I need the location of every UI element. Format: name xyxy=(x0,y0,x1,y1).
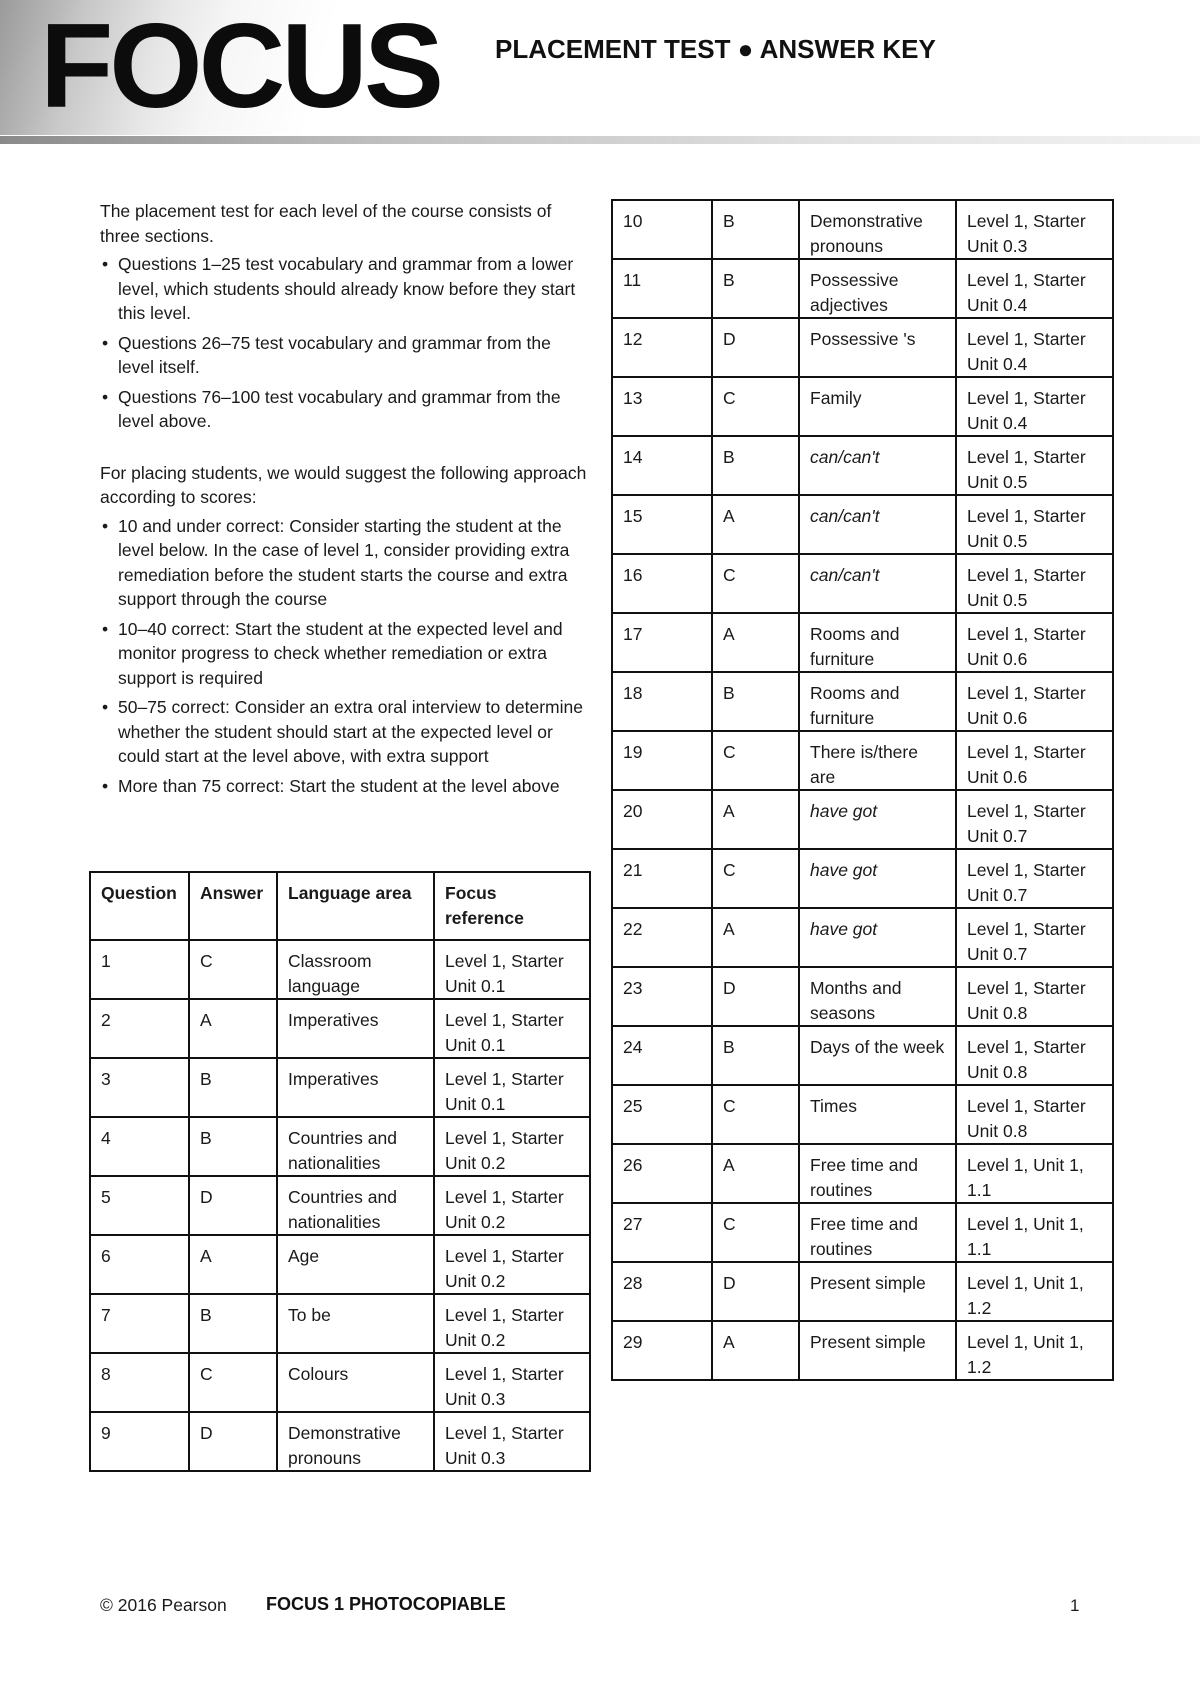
intro-paragraph-2: For placing students, we would suggest the following approach according to scores: xyxy=(100,462,587,507)
score-guidance-list xyxy=(100,514,590,799)
photocopiable-label: FOCUS 1 PHOTOCOPIABLE xyxy=(266,1594,506,1614)
table-row xyxy=(612,495,1113,554)
focus-reference-cell: Level 1, Starter Unit 0.4 xyxy=(956,377,1113,436)
focus-reference-cell: Level 1, Starter Unit 0.8 xyxy=(956,1026,1113,1085)
intro-section xyxy=(100,199,590,803)
table-row xyxy=(612,731,1113,790)
answer-cell: C xyxy=(712,554,799,613)
list-item: • 10–40 correct: Start the student at the expected level and monitor progress to check whether remediation or extra support is required xyxy=(100,617,590,691)
focus-reference-cell: Level 1, Starter Unit 0.3 xyxy=(956,200,1113,259)
language-area-cell: Possessive adjectives xyxy=(799,259,956,318)
focus-reference-cell: Level 1, Starter Unit 0.7 xyxy=(956,790,1113,849)
language-area-cell: Colours xyxy=(277,1353,434,1412)
language-area-cell: can/can't xyxy=(799,554,956,613)
language-area-cell: Possessive 's xyxy=(799,318,956,377)
question-cell: 11 xyxy=(612,259,712,318)
focus-reference-cell: Level 1, Unit 1, 1.1 xyxy=(956,1144,1113,1203)
list-item: • Questions 1–25 test vocabulary and grammar from a lower level, which students should already know before they start this level. xyxy=(100,252,590,326)
question-cell: 17 xyxy=(612,613,712,672)
answer-cell: C xyxy=(712,731,799,790)
list-item: • 10 and under correct: Consider starting the student at the level below. In the case of level 1, consider providing extra remediation before the student starts the course and extra support through the course xyxy=(100,514,590,612)
language-area-cell: have got xyxy=(799,908,956,967)
answer-cell: A xyxy=(712,613,799,672)
focus-logo: FOCUS xyxy=(40,0,440,133)
focus-reference-cell: Level 1, Starter Unit 0.6 xyxy=(956,672,1113,731)
question-cell: 27 xyxy=(612,1203,712,1262)
table-row xyxy=(612,672,1113,731)
table-row xyxy=(90,1117,590,1176)
answer-cell: D xyxy=(712,318,799,377)
focus-reference-cell: Level 1, Starter Unit 0.2 xyxy=(434,1117,590,1176)
question-cell: 5 xyxy=(90,1176,189,1235)
answer-cell: A xyxy=(189,999,277,1058)
language-area-cell: can/can't xyxy=(799,495,956,554)
question-cell: 14 xyxy=(612,436,712,495)
question-cell: 19 xyxy=(612,731,712,790)
table-body xyxy=(90,940,590,1471)
table-row xyxy=(612,613,1113,672)
focus-reference-cell: Level 1, Starter Unit 0.2 xyxy=(434,1294,590,1353)
table-row xyxy=(612,1262,1113,1321)
language-area-cell: Days of the week xyxy=(799,1026,956,1085)
table-row xyxy=(90,1412,590,1471)
column-header: Language area xyxy=(277,872,434,940)
language-area-cell: have got xyxy=(799,790,956,849)
focus-reference-cell: Level 1, Starter Unit 0.1 xyxy=(434,999,590,1058)
question-cell: 3 xyxy=(90,1058,189,1117)
table-row xyxy=(612,554,1113,613)
answer-cell: A xyxy=(712,1321,799,1380)
question-cell: 20 xyxy=(612,790,712,849)
table-row xyxy=(612,318,1113,377)
table-row xyxy=(90,1294,590,1353)
table-row xyxy=(90,1235,590,1294)
table-row xyxy=(612,377,1113,436)
header-divider xyxy=(0,136,1200,144)
language-area-cell: Months and seasons xyxy=(799,967,956,1026)
answer-cell: D xyxy=(189,1176,277,1235)
table-row xyxy=(90,1353,590,1412)
question-cell: 21 xyxy=(612,849,712,908)
focus-reference-cell: Level 1, Starter Unit 0.1 xyxy=(434,940,590,999)
column-header: Focus reference xyxy=(434,872,590,940)
answer-cell: C xyxy=(712,1085,799,1144)
question-cell: 28 xyxy=(612,1262,712,1321)
answer-cell: A xyxy=(712,1144,799,1203)
answer-cell: A xyxy=(712,908,799,967)
list-item: • Questions 76–100 test vocabulary and grammar from the level above. xyxy=(100,385,590,434)
question-cell: 9 xyxy=(90,1412,189,1471)
question-cell: 1 xyxy=(90,940,189,999)
language-area-cell: Age xyxy=(277,1235,434,1294)
language-area-cell: can/can't xyxy=(799,436,956,495)
table-row xyxy=(612,1203,1113,1262)
answer-cell: C xyxy=(712,377,799,436)
question-cell: 15 xyxy=(612,495,712,554)
question-cell: 29 xyxy=(612,1321,712,1380)
answer-cell: A xyxy=(189,1235,277,1294)
table-row xyxy=(612,436,1113,495)
language-area-cell: Present simple xyxy=(799,1321,956,1380)
focus-reference-cell: Level 1, Starter Unit 0.6 xyxy=(956,613,1113,672)
focus-reference-cell: Level 1, Starter Unit 0.2 xyxy=(434,1176,590,1235)
focus-reference-cell: Level 1, Unit 1, 1.1 xyxy=(956,1203,1113,1262)
question-cell: 10 xyxy=(612,200,712,259)
language-area-cell: Countries and nationalities xyxy=(277,1117,434,1176)
answer-cell: A xyxy=(712,495,799,554)
page-header xyxy=(0,0,1200,146)
question-cell: 16 xyxy=(612,554,712,613)
question-cell: 22 xyxy=(612,908,712,967)
answer-cell: D xyxy=(189,1412,277,1471)
table-row xyxy=(612,849,1113,908)
language-area-cell: Rooms and furniture xyxy=(799,672,956,731)
table-row xyxy=(90,940,590,999)
answer-cell: B xyxy=(712,436,799,495)
answer-cell: B xyxy=(712,672,799,731)
answer-cell: D xyxy=(712,1262,799,1321)
answer-cell: C xyxy=(712,1203,799,1262)
answer-cell: C xyxy=(189,940,277,999)
answer-cell: C xyxy=(712,849,799,908)
language-area-cell: Classroom language xyxy=(277,940,434,999)
table-row xyxy=(90,999,590,1058)
table-row xyxy=(612,259,1113,318)
page-number: 1 xyxy=(1070,1596,1080,1615)
table-row xyxy=(612,1321,1113,1380)
language-area-cell: Imperatives xyxy=(277,1058,434,1117)
focus-reference-cell: Level 1, Starter Unit 0.1 xyxy=(434,1058,590,1117)
table-row xyxy=(612,908,1113,967)
sections-list xyxy=(100,252,590,434)
language-area-cell: Present simple xyxy=(799,1262,956,1321)
list-item: • More than 75 correct: Start the student at the level above xyxy=(100,774,590,799)
question-cell: 23 xyxy=(612,967,712,1026)
question-cell: 2 xyxy=(90,999,189,1058)
question-cell: 18 xyxy=(612,672,712,731)
focus-reference-cell: Level 1, Starter Unit 0.4 xyxy=(956,318,1113,377)
table-header-row xyxy=(90,872,590,940)
focus-reference-cell: Level 1, Starter Unit 0.4 xyxy=(956,259,1113,318)
table-row xyxy=(612,1026,1113,1085)
question-cell: 26 xyxy=(612,1144,712,1203)
table-row xyxy=(90,1058,590,1117)
question-cell: 25 xyxy=(612,1085,712,1144)
answer-cell: B xyxy=(189,1294,277,1353)
table-body xyxy=(612,200,1113,1380)
answer-cell: B xyxy=(712,259,799,318)
question-cell: 12 xyxy=(612,318,712,377)
language-area-cell: There is/there are xyxy=(799,731,956,790)
intro-paragraph-1: The placement test for each level of the course consists of three sections. xyxy=(100,201,552,246)
language-area-cell: Imperatives xyxy=(277,999,434,1058)
focus-reference-cell: Level 1, Starter Unit 0.7 xyxy=(956,908,1113,967)
question-cell: 7 xyxy=(90,1294,189,1353)
focus-reference-cell: Level 1, Starter Unit 0.8 xyxy=(956,1085,1113,1144)
language-area-cell: have got xyxy=(799,849,956,908)
answer-cell: D xyxy=(712,967,799,1026)
question-cell: 24 xyxy=(612,1026,712,1085)
answer-cell: C xyxy=(189,1353,277,1412)
focus-reference-cell: Level 1, Starter Unit 0.5 xyxy=(956,554,1113,613)
table-row xyxy=(612,790,1113,849)
answer-cell: B xyxy=(712,200,799,259)
answer-cell: B xyxy=(189,1058,277,1117)
answer-cell: A xyxy=(712,790,799,849)
focus-reference-cell: Level 1, Unit 1, 1.2 xyxy=(956,1321,1113,1380)
language-area-cell: Free time and routines xyxy=(799,1144,956,1203)
language-area-cell: Times xyxy=(799,1085,956,1144)
language-area-cell: Demonstrative pronouns xyxy=(799,200,956,259)
column-header: Answer xyxy=(189,872,277,940)
language-area-cell: To be xyxy=(277,1294,434,1353)
copyright-text: © 2016 Pearson xyxy=(100,1595,227,1615)
question-cell: 4 xyxy=(90,1117,189,1176)
question-cell: 8 xyxy=(90,1353,189,1412)
focus-reference-cell: Level 1, Starter Unit 0.8 xyxy=(956,967,1113,1026)
column-header: Question xyxy=(90,872,189,940)
question-cell: 6 xyxy=(90,1235,189,1294)
page-title: PLACEMENT TEST ● ANSWER KEY xyxy=(495,34,936,64)
language-area-cell: Demonstrative pronouns xyxy=(277,1412,434,1471)
focus-reference-cell: Level 1, Starter Unit 0.5 xyxy=(956,436,1113,495)
language-area-cell: Countries and nationalities xyxy=(277,1176,434,1235)
focus-reference-cell: Level 1, Starter Unit 0.5 xyxy=(956,495,1113,554)
table-row xyxy=(612,967,1113,1026)
focus-reference-cell: Level 1, Starter Unit 0.6 xyxy=(956,731,1113,790)
focus-reference-cell: Level 1, Starter Unit 0.2 xyxy=(434,1235,590,1294)
list-item: • 50–75 correct: Consider an extra oral interview to determine whether the student should start at the expected level or could start at the level above, with extra support xyxy=(100,695,590,769)
answer-cell: B xyxy=(189,1117,277,1176)
focus-reference-cell: Level 1, Starter Unit 0.3 xyxy=(434,1353,590,1412)
table-row xyxy=(90,1176,590,1235)
answer-cell: B xyxy=(712,1026,799,1085)
table-row xyxy=(612,1085,1113,1144)
table-row xyxy=(612,200,1113,259)
language-area-cell: Family xyxy=(799,377,956,436)
focus-reference-cell: Level 1, Unit 1, 1.2 xyxy=(956,1262,1113,1321)
answer-key-table-left xyxy=(89,871,591,1472)
answer-key-table-right xyxy=(611,199,1114,1381)
table-row xyxy=(612,1144,1113,1203)
focus-reference-cell: Level 1, Starter Unit 0.7 xyxy=(956,849,1113,908)
focus-reference-cell: Level 1, Starter Unit 0.3 xyxy=(434,1412,590,1471)
list-item: • Questions 26–75 test vocabulary and grammar from the level itself. xyxy=(100,331,590,380)
language-area-cell: Free time and routines xyxy=(799,1203,956,1262)
language-area-cell: Rooms and furniture xyxy=(799,613,956,672)
question-cell: 13 xyxy=(612,377,712,436)
